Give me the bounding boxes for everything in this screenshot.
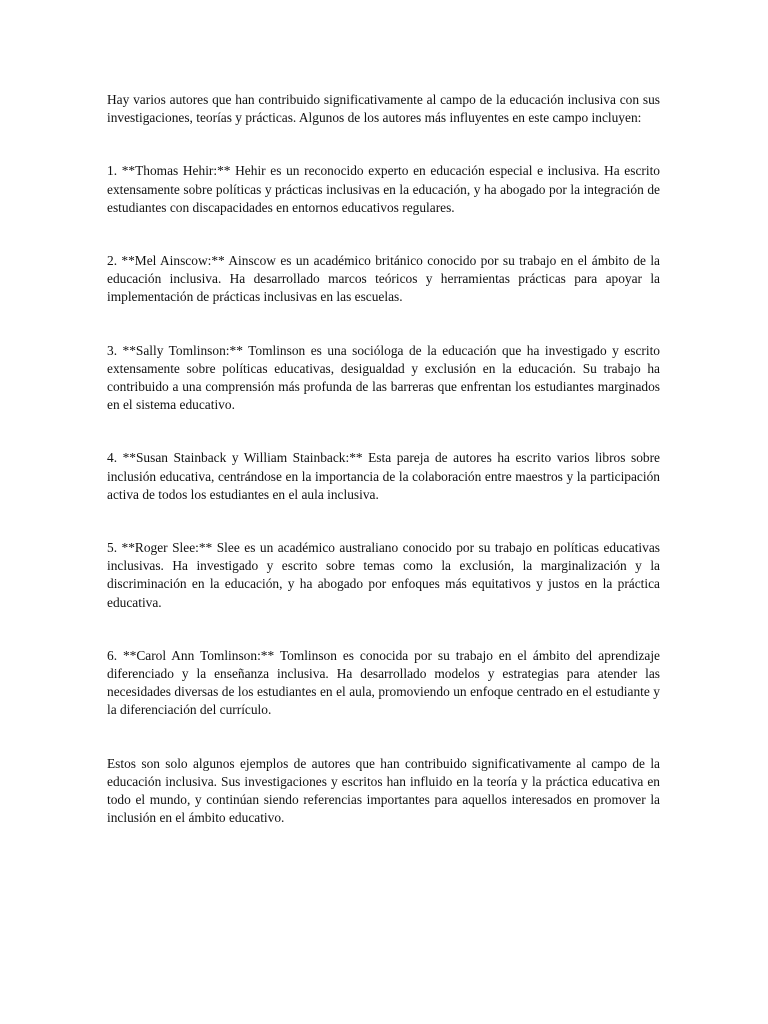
author-item-tomlinson-sally: 3. **Sally Tomlinson:** Tomlinson es una socióloga de la educación que ha investigado y escrito extensamente sobre políticas educativas, desigualdad y exclusión en la educación. Su trabajo ha contribuido a una comprensión más profunda de las barreras que enfrentan los estudiantes marginados en el sistema educativo. bbox=[107, 342, 660, 413]
author-item-hehir: 1. **Thomas Hehir:** Hehir es un reconocido experto en educación especial e inclusiva. Ha escrito extensamente sobre políticas y prácticas inclusivas en la educación, y ha abogado por la integración de estudiantes con discapacidades en entornos educativos regulares. bbox=[107, 163, 660, 215]
conclusion-paragraph: Estos son solo algunos ejemplos de autores que han contribuido significativamente al campo de la educación inclusiva. Sus investigaciones y escritos han influido en la teoría y la práctica educativa en todo el mundo, y continúan siendo referencias importantes para aquellos interesados en promover la inclusión en el ámbito educativo. bbox=[107, 755, 660, 826]
author-item-slee: 5. **Roger Slee:** Slee es un académico australiano conocido por su trabajo en políticas educativas inclusivas. Ha investigado y escrito sobre temas como la exclusión, la marginalización y la discriminación en la educación, y ha abogado por enfoques más equitativos y justos en la práctica educativa. bbox=[107, 540, 660, 610]
document-body bbox=[107, 91, 660, 827]
author-item-ainscow: 2. **Mel Ainscow:** Ainscow es un académico británico conocido por su trabajo en el ámbito de la educación inclusiva. Ha desarrollado marcos teóricos y herramientas prácticas para apoyar la implementación de prácticas inclusivas en las escuelas. bbox=[107, 253, 660, 305]
intro-paragraph: Hay varios autores que han contribuido significativamente al campo de la educación inclusiva con sus investigaciones, teorías y prácticas. Algunos de los autores más influyentes en este campo incluyen: bbox=[107, 92, 660, 126]
author-item-stainback: 4. **Susan Stainback y William Stainback:** Esta pareja de autores ha escrito varios libros sobre inclusión educativa, centrándose en la importancia de la colaboración entre maestros y la participación activa de todos los estudiantes en el aula inclusiva. bbox=[107, 450, 660, 502]
author-item-tomlinson-carol: 6. **Carol Ann Tomlinson:** Tomlinson es conocida por su trabajo en el ámbito del aprendizaje diferenciado y la enseñanza inclusiva. Ha desarrollado modelos y estrategias para atender las necesidades diversas de los estudiantes en el aula, promoviendo un enfoque centrado en el estudiante y la diferenciación del currículo. bbox=[107, 647, 660, 718]
